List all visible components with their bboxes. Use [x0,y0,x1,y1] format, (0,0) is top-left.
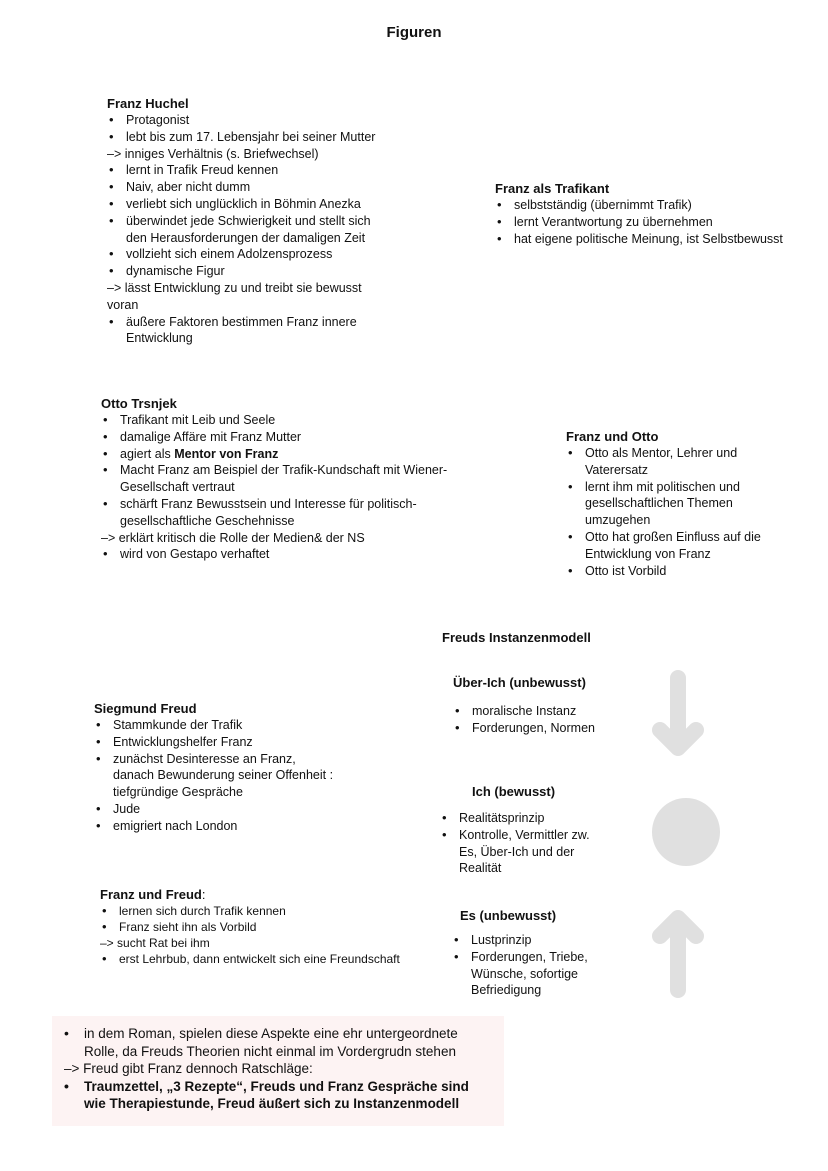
list-item: • Traumzettel, „3 Rezepte“, Freuds und Franz Gespräche sind wie Therapiestunde, Freud äußert sich zu Instanzenmodell [64,1078,492,1113]
franz-trafikant-section [495,180,795,247]
franz-otto-heading: Franz und Otto [566,429,659,444]
list-item: • Franz sieht ihn als Vorbild [100,919,400,935]
list-item: • lernt ihm mit politischen und gesellschaftlichen Themen umzugehen [566,479,766,529]
franz-freud-heading [100,886,400,903]
note-box [52,1016,504,1126]
list-item: • Otto hat großen Einfluss auf die Entwicklung von Franz [566,529,766,563]
list-item: • lebt bis zum 17. Lebensjahr bei seiner Mutter [107,129,377,146]
arrow-up-icon [660,918,696,990]
note-list [64,1025,492,1113]
instanzen-heading: Freuds Instanzenmodell [442,630,591,645]
list-item: • Kontrolle, Vermittler zw. Es, Über-Ich und der Realität [440,827,600,877]
freud-section [94,700,334,835]
franz-otto-section [566,428,766,579]
arrow-down-icon [660,678,696,748]
mentor-prefix: agiert als [120,446,175,461]
instanzen-diagram [640,660,740,1010]
franz-freud-heading-text: Franz und Freud [100,887,202,902]
list-item: • emigriert nach London [94,818,334,835]
ueberich-list [453,703,613,737]
list-item: • Otto ist Vorbild [566,563,766,580]
list-item: • hat eigene politische Meinung, ist Selbstbewusst [495,231,795,248]
ich-section [440,783,600,877]
instanzen-heading-block [442,629,642,646]
otto-heading: Otto Trsnjek [101,396,177,411]
list-item: • Jude [94,801,334,818]
franz-otto-list [566,445,766,579]
list-item: • lernt Verantwortung zu übernehmen [495,214,795,231]
list-item: • lernen sich durch Trafik kennen [100,903,400,919]
list-item: • in dem Roman, spielen diese Aspekte eine ehr untergeordnete Rolle, da Freuds Theorien nicht einmal im Vordergrudn stehen [64,1025,492,1060]
list-item: • Entwicklungshelfer Franz [94,734,334,751]
list-item: • zunächst Desinteresse an Franz, danach Bewunderung seiner Offenheit : tiefgründige Gespräche [94,751,334,801]
list-item: • Otto als Mentor, Lehrer und Vaterersatz [566,445,766,479]
list-item: • Macht Franz am Beispiel der Trafik-Kundschaft mit Wiener-Gesellschaft vertraut [101,462,501,496]
franz-huchel-list [107,112,377,347]
list-item: • Forderungen, Triebe, Wünsche, sofortige Befriedigung [452,949,602,999]
list-item: • überwindet jede Schwierigkeit und stellt sich den Herausforderungen der damaligen Zeit [107,213,377,247]
ueberich-section [453,674,613,737]
list-item: • erst Lehrbub, dann entwickelt sich eine Freundschaft [100,951,400,967]
list-item: • Protagonist [107,112,377,129]
arrow-note: –> inniges Verhältnis (s. Briefwechsel) [107,146,319,161]
heading-colon: : [201,887,206,902]
list-item: • Stammkunde der Trafik [94,717,334,734]
es-section [452,907,602,999]
arrow-note: –> lässt Entwicklung zu und treibt sie bewusst voran [107,280,362,312]
freud-heading: Siegmund Freud [94,701,197,716]
ich-heading: Ich (bewusst) [472,784,556,799]
franz-huchel-heading: Franz Huchel [107,96,189,111]
arrow-note: –> erklärt kritisch die Rolle der Medien& der NS [101,530,365,545]
franz-huchel-section [107,95,377,347]
list-item: • moralische Instanz [453,703,613,720]
franz-trafikant-heading: Franz als Trafikant [495,181,610,196]
list-item: • schärft Franz Bewusstsein und Interesse für politisch-gesellschaftliche Geschehnisse [101,496,501,530]
es-list [452,932,602,999]
list-item: • dynamische Figur [107,263,377,280]
franz-trafikant-list [495,197,795,247]
arrow-note: –> Freud gibt Franz dennoch Ratschläge: [64,1061,313,1076]
es-heading: Es (unbewusst) [460,908,557,923]
list-item: • damalige Affäre mit Franz Mutter [101,429,501,446]
list-item: • Realitätsprinzip [440,810,600,827]
list-item: • lernt in Trafik Freud kennen [107,162,377,179]
franz-freud-section [100,886,400,967]
list-item: • verliebt sich unglücklich in Böhmin Anezka [107,196,377,213]
otto-section [101,395,501,563]
list-item: • Naiv, aber nicht dumm [107,179,377,196]
list-item: • äußere Faktoren bestimmen Franz innere Entwicklung [107,314,377,348]
list-item: • selbstständig (übernimmt Trafik) [495,197,795,214]
ich-list [440,810,600,877]
list-item [101,446,501,463]
list-item: • wird von Gestapo verhaftet [101,546,501,563]
list-item: • Lustprinzip [452,932,602,949]
ueberich-heading: Über-Ich (unbewusst) [453,675,586,690]
list-item: • Forderungen, Normen [453,720,613,737]
list-item: • vollzieht sich einem Adolzensprozess [107,246,377,263]
freud-list [94,717,334,835]
circle-icon [652,798,720,866]
page-title: Figuren [386,24,442,41]
list-item: • Trafikant mit Leib und Seele [101,412,501,429]
arrow-note: –> sucht Rat bei ihm [100,936,210,950]
mentor-emphasis: Mentor von Franz [174,446,279,461]
otto-list [101,412,501,563]
franz-freud-list [100,903,400,967]
